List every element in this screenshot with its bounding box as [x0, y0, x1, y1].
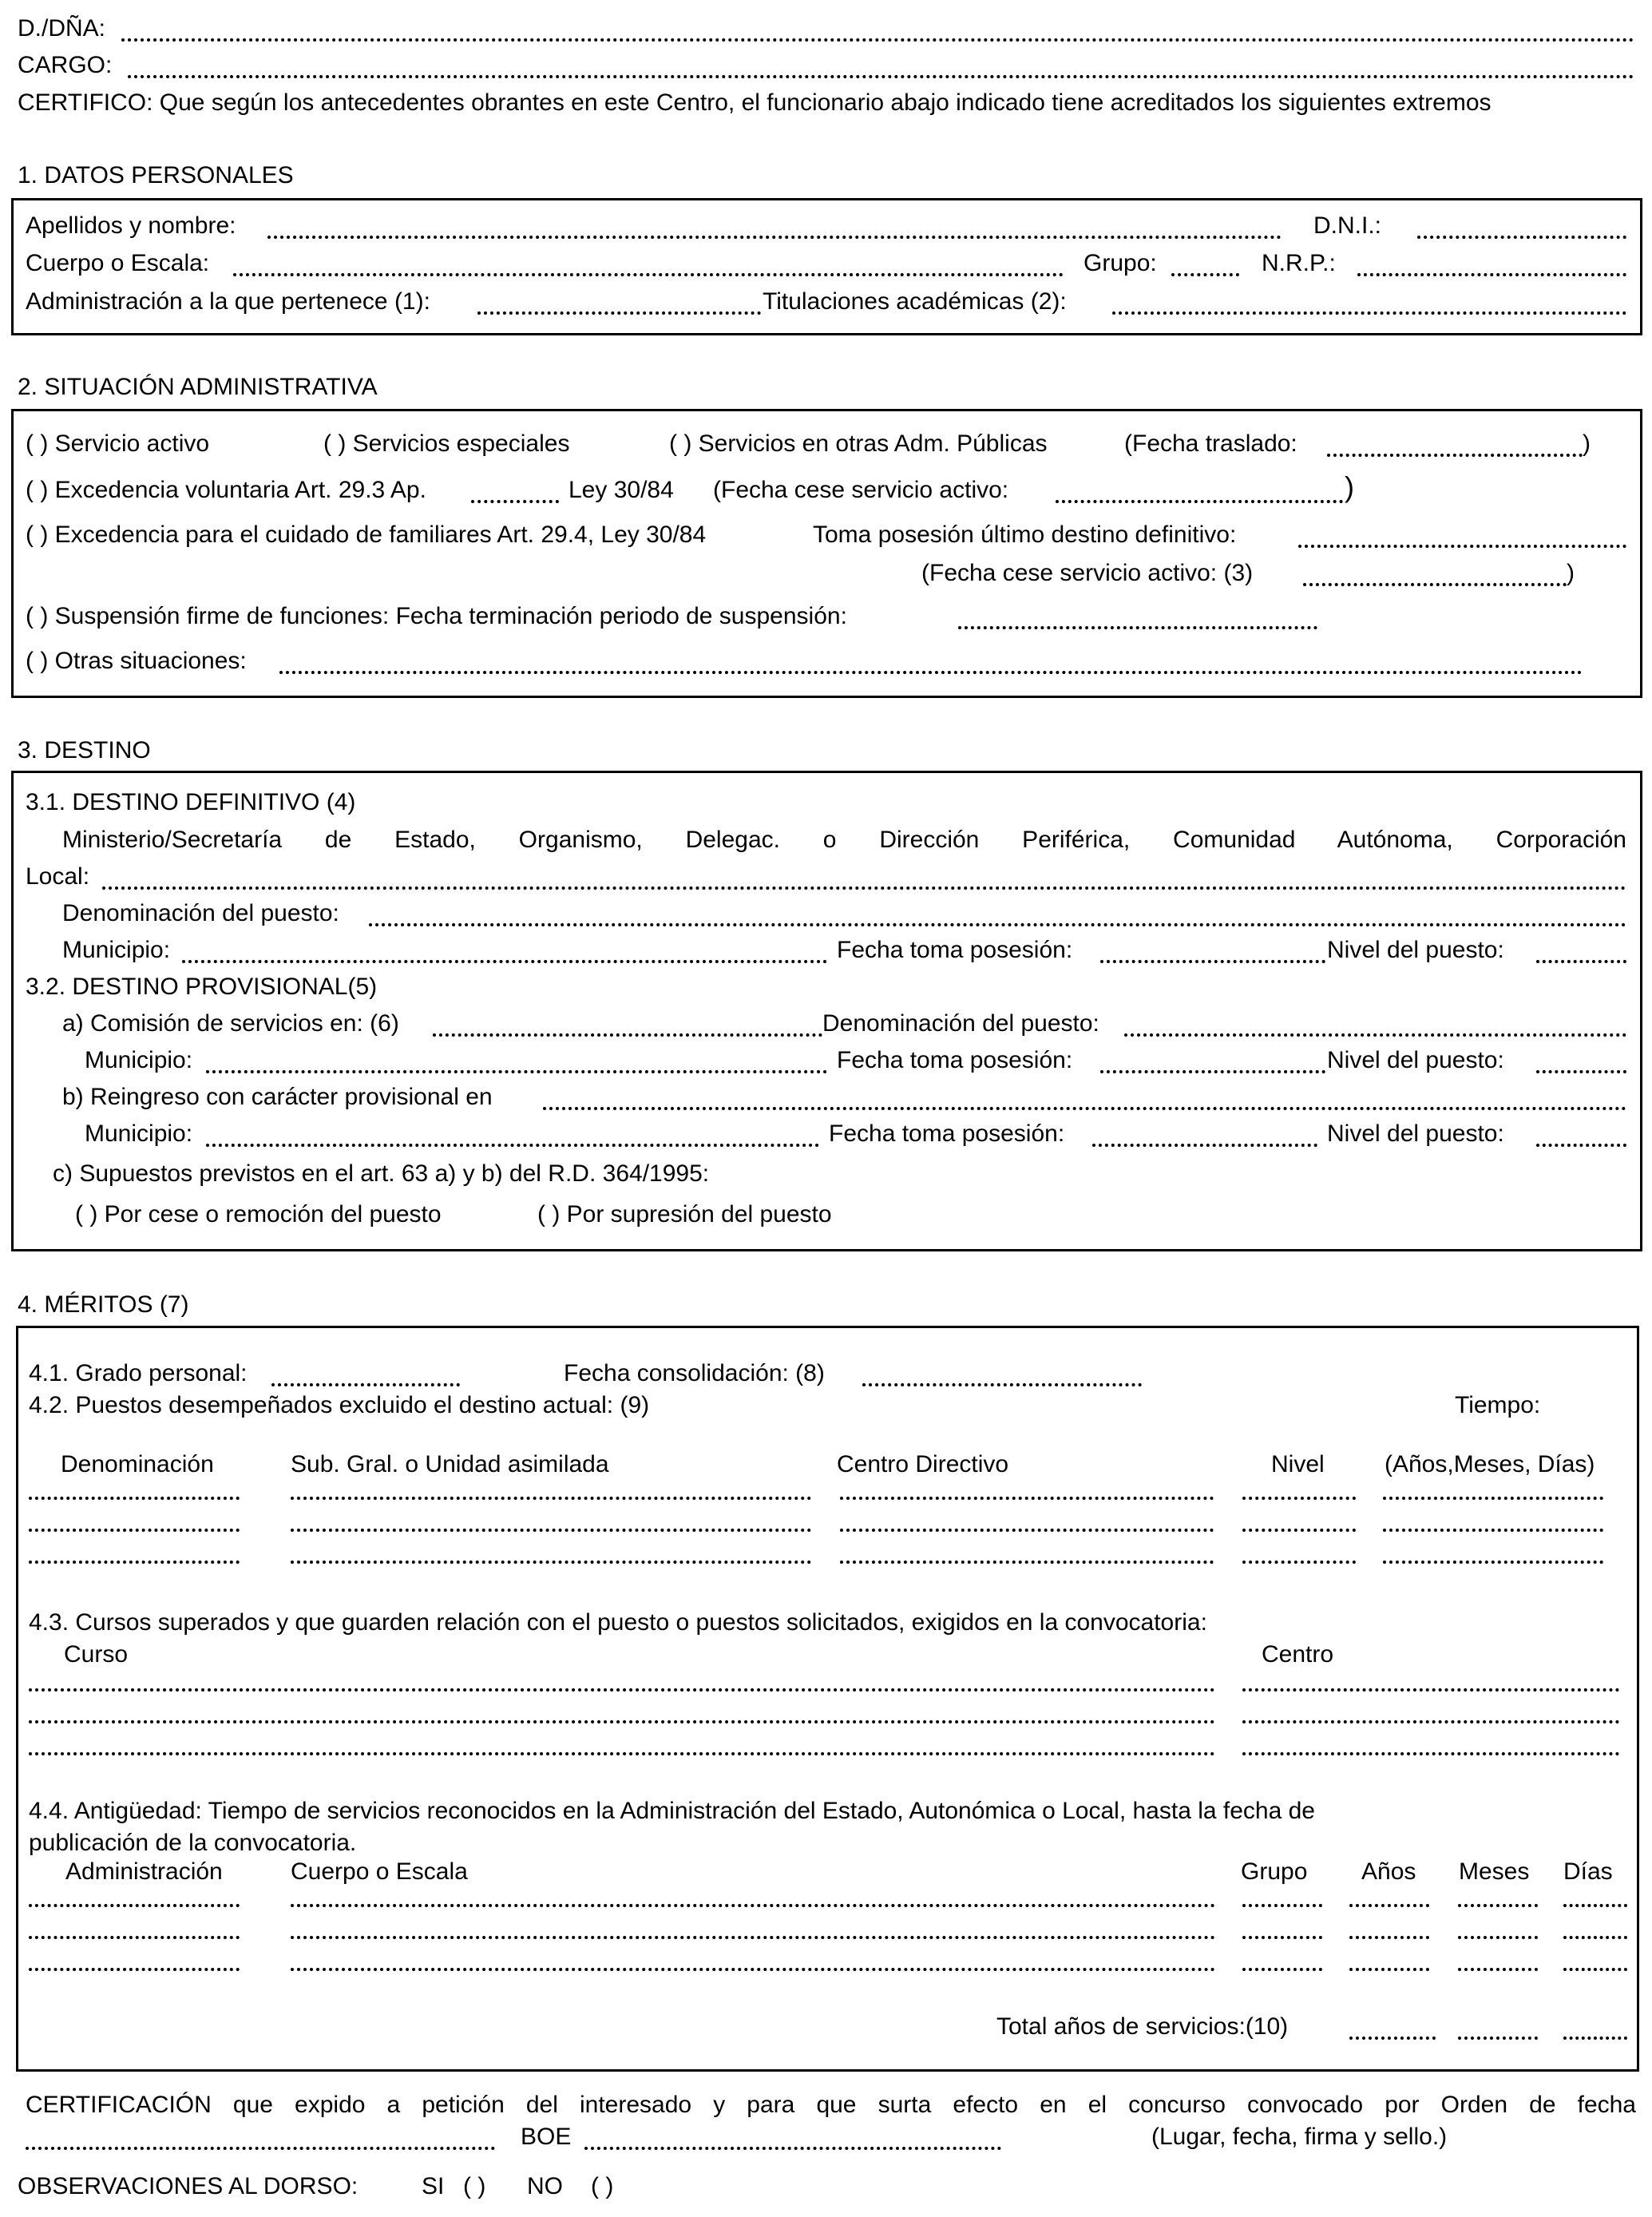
puestos-cell[interactable] [1242, 1541, 1356, 1564]
puestos-cell[interactable] [291, 1477, 811, 1500]
col-curso: Curso [64, 1641, 129, 1668]
fecha-toma-field[interactable] [1100, 941, 1325, 963]
col-grupo: Grupo [1241, 1858, 1308, 1885]
nrp-field[interactable] [1357, 254, 1626, 276]
dona-label: D./DÑA: [18, 15, 106, 42]
consolidacion-label: Fecha consolidación: (8) [564, 1360, 825, 1386]
antiguedad-cell[interactable] [1563, 1917, 1627, 1939]
certifico-text: CERTIFICO: Que según los antecedentes obrantes en este Centro, el funcionario abajo indicado tiene acreditados los siguientes extremos [18, 89, 1492, 116]
fecha-toma-field[interactable] [1092, 1124, 1317, 1147]
paren-close: ) [1345, 470, 1354, 503]
ley-label: Ley 30/84 [568, 477, 674, 503]
no-label: NO [527, 2173, 563, 2199]
col-dias: Días [1563, 1858, 1613, 1885]
local-field[interactable] [102, 867, 1626, 890]
certificacion-text: CERTIFICACIÓN que expido a petición del interesado y para que surta efecto en el concurso convocado por Orden de fecha [26, 2092, 1636, 2118]
antiguedad-cell[interactable] [1349, 1949, 1429, 1971]
municipio-label: Municipio: [85, 1120, 193, 1147]
puestos-cell[interactable] [840, 1509, 1214, 1532]
fecha-toma-label: Fecha toma posesión: [837, 1047, 1073, 1073]
puestos-cell[interactable] [1383, 1541, 1603, 1564]
antiguedad-cell[interactable] [1242, 1949, 1322, 1971]
col-meses: Meses [1459, 1858, 1530, 1885]
otras-situaciones-field[interactable] [279, 652, 1583, 674]
comision-field[interactable] [433, 1014, 822, 1037]
puestos-cell[interactable] [29, 1541, 240, 1564]
section4-title: 4. MÉRITOS (7) [18, 1291, 189, 1318]
col-nivel: Nivel [1271, 1451, 1325, 1477]
fecha-cese-label: (Fecha cese servicio activo: [713, 477, 1009, 503]
fecha-traslado-field[interactable] [1327, 434, 1583, 457]
excedencia-voluntaria-option[interactable]: ( ) Excedencia voluntaria Art. 29.3 Ap. [26, 477, 426, 503]
antiguedad-cell[interactable] [29, 1917, 240, 1939]
nivel-field[interactable] [1536, 1124, 1626, 1147]
grado-field[interactable] [271, 1364, 460, 1386]
administracion-field[interactable] [477, 292, 761, 315]
paren-close: ) [1583, 430, 1591, 457]
administracion-label: Administración a la que pertenece (1): [26, 288, 430, 315]
cursos-label: 4.3. Cursos superados y que guarden relación con el puesto o puestos solicitados, exigidos en la convocatoria: [29, 1609, 1207, 1636]
fecha-traslado-label: (Fecha traslado: [1124, 430, 1297, 457]
antiguedad-cell[interactable] [291, 1949, 1215, 1971]
fecha-toma-label: Fecha toma posesión: [837, 937, 1073, 963]
servicios-especiales-option[interactable]: ( ) Servicios especiales [323, 430, 570, 457]
antiguedad-cell[interactable] [1458, 1949, 1538, 1971]
servicio-activo-option[interactable]: ( ) Servicio activo [26, 430, 210, 457]
supresion-option[interactable]: ( ) Por supresión del puesto [537, 1201, 832, 1227]
apellidos-field[interactable] [267, 216, 1282, 239]
grado-label: 4.1. Grado personal: [29, 1360, 248, 1386]
apartado-field[interactable] [471, 481, 559, 503]
section2-title: 2. SITUACIÓN ADMINISTRATIVA [18, 374, 378, 400]
dona-field[interactable] [121, 19, 1634, 42]
no-checkbox[interactable]: ( ) [591, 2173, 614, 2199]
col-anos: (Años,Meses, Días) [1385, 1451, 1595, 1477]
puestos-cell[interactable] [840, 1477, 1214, 1500]
excedencia-familiares-option[interactable]: ( ) Excedencia para el cuidado de familiares Art. 29.4, Ley 30/84 [26, 522, 707, 548]
destino-provisional-heading: 3.2. DESTINO PROVISIONAL(5) [26, 974, 378, 1000]
antiguedad-cell[interactable] [291, 1917, 1215, 1939]
puestos-cell[interactable] [29, 1509, 240, 1532]
col-denominacion: Denominación [61, 1451, 214, 1477]
toma-posesion-field[interactable] [1298, 525, 1626, 548]
apellidos-label: Apellidos y nombre: [26, 212, 236, 239]
antiguedad-cell[interactable] [1349, 1885, 1429, 1907]
toma-posesion-label: Toma posesión último destino definitivo: [813, 522, 1237, 548]
antiguedad-cell[interactable] [1563, 1949, 1627, 1971]
nivel-label: Nivel del puesto: [1327, 937, 1504, 963]
dni-field[interactable] [1417, 216, 1626, 239]
fecha-toma-field[interactable] [1100, 1051, 1325, 1073]
total-label: Total años de servicios:(10) [996, 2013, 1289, 2040]
municipio-label: Municipio: [85, 1047, 193, 1073]
fecha-cese-field[interactable] [1056, 481, 1343, 503]
antiguedad-cell[interactable] [1563, 1885, 1627, 1907]
grupo-label: Grupo: [1084, 250, 1157, 276]
tiempo-label: Tiempo: [1455, 1392, 1541, 1418]
si-label: SI [422, 2173, 445, 2199]
cuerpo-label: Cuerpo o Escala: [26, 250, 210, 276]
cursos-cell[interactable] [1242, 1701, 1619, 1723]
section1-title: 1. DATOS PERSONALES [18, 162, 294, 188]
puestos-cell[interactable] [1242, 1509, 1356, 1532]
fecha-cese3-label: (Fecha cese servicio activo: (3) [921, 560, 1254, 586]
section3-title: 3. DESTINO [18, 737, 151, 763]
col-administracion: Administración [65, 1858, 223, 1885]
puestos-cell[interactable] [291, 1541, 811, 1564]
reingreso-label: b) Reingreso con carácter provisional en [62, 1084, 493, 1110]
antiguedad-cell[interactable] [1242, 1885, 1322, 1907]
paren-close: ) [1567, 560, 1575, 586]
col-subgral: Sub. Gral. o Unidad asimilada [291, 1451, 609, 1477]
antiguedad-cell[interactable] [1242, 1917, 1322, 1939]
fecha-cese3-field[interactable] [1303, 564, 1567, 586]
puestos-cell[interactable] [1383, 1509, 1603, 1532]
orden-fecha-field[interactable] [26, 2128, 495, 2150]
fecha-toma-label: Fecha toma posesión: [829, 1120, 1065, 1147]
nivel-field[interactable] [1536, 1051, 1626, 1073]
cursos-cell[interactable] [29, 1701, 1215, 1723]
cursos-cell[interactable] [1242, 1669, 1619, 1692]
cargo-field[interactable] [128, 56, 1634, 78]
supuestos-label: c) Supuestos previstos en el art. 63 a) y b) del R.D. 364/1995: [53, 1160, 710, 1187]
cuerpo-field[interactable] [233, 254, 1064, 276]
cursos-cell[interactable] [1242, 1733, 1619, 1755]
reingreso-field[interactable] [543, 1088, 1626, 1110]
grupo-field[interactable] [1171, 254, 1239, 276]
puestos-cell[interactable] [291, 1509, 811, 1532]
comision-label: a) Comisión de servicios en: (6) [62, 1010, 399, 1037]
si-checkbox[interactable]: ( ) [463, 2173, 486, 2199]
antiguedad-label-1: 4.4. Antigüedad: Tiempo de servicios reconocidos en la Administración del Estado, Autonómica o Local, hasta la fecha de [29, 1798, 1315, 1824]
puestos-cell[interactable] [1242, 1477, 1356, 1500]
puestos-label: 4.2. Puestos desempeñados excluido el destino actual: (9) [29, 1392, 650, 1418]
col-centro-directivo: Centro Directivo [837, 1451, 1009, 1477]
otras-situaciones-option[interactable]: ( ) Otras situaciones: [26, 648, 247, 674]
boe-label: BOE [521, 2124, 572, 2150]
destino-definitivo-heading: 3.1. DESTINO DEFINITIVO (4) [26, 789, 356, 815]
cursos-cell[interactable] [29, 1669, 1215, 1692]
consolidacion-field[interactable] [862, 1364, 1142, 1386]
total-meses-field[interactable] [1458, 2017, 1538, 2040]
municipio-field[interactable] [182, 941, 827, 963]
boe-field[interactable] [584, 2128, 1001, 2150]
suspension-option[interactable]: ( ) Suspensión firme de funciones: Fecha terminación periodo de suspensión: [26, 603, 847, 629]
denominacion-label: Denominación del puesto: [822, 1010, 1099, 1037]
antiguedad-cell[interactable] [29, 1885, 240, 1907]
local-label: Local: [26, 863, 90, 890]
total-dias-field[interactable] [1563, 2017, 1627, 2040]
nivel-label: Nivel del puesto: [1327, 1120, 1504, 1147]
col-cuerpo: Cuerpo o Escala [291, 1858, 468, 1885]
titulaciones-label: Titulaciones académicas (2): [763, 288, 1067, 315]
denominacion-field[interactable] [369, 904, 1626, 926]
antiguedad-cell[interactable] [1458, 1917, 1538, 1939]
cese-remocion-option[interactable]: ( ) Por cese o remoción del puesto [75, 1201, 442, 1227]
col-centro: Centro [1262, 1641, 1334, 1668]
otras-adm-option[interactable]: ( ) Servicios en otras Adm. Públicas [669, 430, 1048, 457]
nivel-field[interactable] [1536, 941, 1626, 963]
titulaciones-field[interactable] [1112, 292, 1626, 315]
puestos-cell[interactable] [840, 1541, 1214, 1564]
puestos-cell[interactable] [1383, 1477, 1603, 1500]
cargo-label: CARGO: [18, 52, 113, 78]
observaciones-label: OBSERVACIONES AL DORSO: [18, 2173, 359, 2199]
municipio-field[interactable] [206, 1124, 819, 1147]
total-anios-field[interactable] [1349, 2017, 1436, 2040]
antiguedad-cell[interactable] [1458, 1885, 1538, 1907]
lugar-label: (Lugar, fecha, firma y sello.) [1151, 2124, 1448, 2150]
antiguedad-cell[interactable] [291, 1885, 1215, 1907]
antiguedad-cell[interactable] [1349, 1917, 1429, 1939]
antiguedad-label-2: publicación de la convocatoria. [29, 1830, 357, 1856]
puestos-cell[interactable] [29, 1477, 240, 1500]
municipio-label: Municipio: [62, 937, 171, 963]
cursos-cell[interactable] [29, 1733, 1215, 1755]
suspension-field[interactable] [958, 607, 1317, 629]
col-anios: Años [1361, 1858, 1416, 1885]
municipio-field[interactable] [206, 1051, 827, 1073]
nrp-label: N.R.P.: [1262, 250, 1336, 276]
antiguedad-cell[interactable] [29, 1949, 240, 1971]
denominacion-label: Denominación del puesto: [62, 900, 339, 926]
nivel-label: Nivel del puesto: [1327, 1047, 1504, 1073]
dni-label: D.N.I.: [1313, 212, 1382, 239]
ministerio-text: Ministerio/Secretaría de Estado, Organismo, Delegac. o Dirección Periférica, Comunidad Autónoma, Corporación [62, 827, 1626, 853]
denominacion-field[interactable] [1124, 1014, 1626, 1037]
